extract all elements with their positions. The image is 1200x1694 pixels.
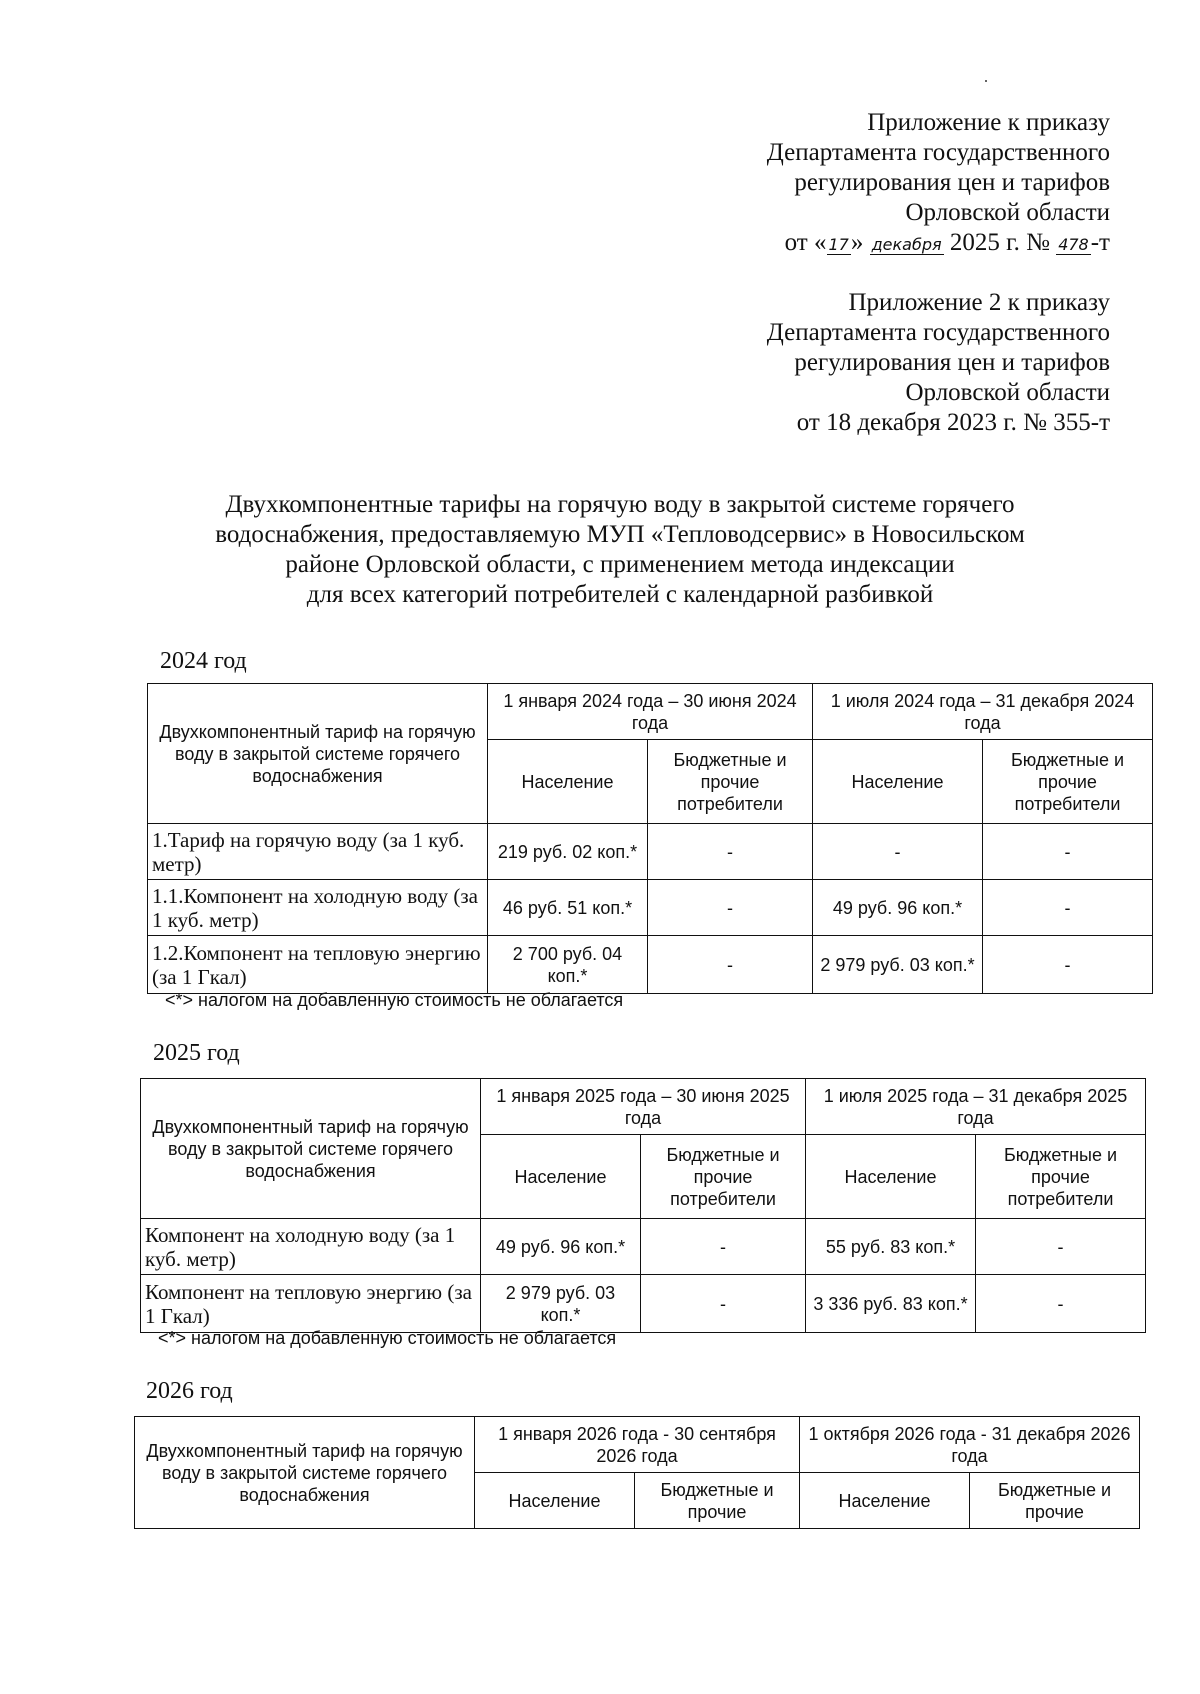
header-line: Департамента государственного	[766, 139, 1110, 166]
cell-value: -	[648, 880, 813, 936]
col-budget: Бюджетные и прочие потребители	[641, 1135, 806, 1219]
row-label: 1.1.Компонент на холодную воду (за 1 куб. метр)	[148, 880, 488, 936]
header-line: Орловской области	[905, 199, 1110, 226]
table-header-title: Двухкомпонентный тариф на горячую воду в закрытой системе горячего водоснабжения	[148, 684, 488, 824]
period-header: 1 июля 2024 года – 31 декабря 2024 года	[813, 684, 1153, 740]
cell-value: 2 979 руб. 03 коп.*	[813, 936, 983, 994]
cell-value: -	[648, 936, 813, 994]
col-budget: Бюджетные и прочие потребители	[983, 740, 1153, 824]
tariff-table-2026	[134, 1416, 1140, 1529]
table-row	[148, 880, 1153, 936]
scan-dot	[985, 80, 987, 82]
document-title	[150, 490, 1090, 610]
row-label: Компонент на тепловую энергию (за 1 Гкал)	[141, 1275, 481, 1333]
tariff-table-2024	[147, 683, 1153, 994]
row-label: 1.Тариф на горячую воду (за 1 куб. метр)	[148, 824, 488, 880]
cell-value: 46 руб. 51 коп.*	[488, 880, 648, 936]
appendix-header-current	[767, 108, 1110, 260]
header-line: Приложение к приказу	[867, 109, 1110, 136]
handwritten-month: декабря	[871, 235, 942, 254]
table-header-title: Двухкомпонентный тариф на горячую воду в закрытой системе горячего водоснабжения	[135, 1417, 475, 1529]
date-sep: »	[850, 229, 864, 256]
table-row	[141, 1275, 1146, 1333]
cell-value: -	[641, 1275, 806, 1333]
title-line: для всех категорий потребителей с календарной разбивкой	[306, 581, 934, 608]
col-population: Население	[488, 740, 648, 824]
year-label-2025: 2025 год	[153, 1040, 240, 1066]
header-line: от 18 декабря 2023 г. № 355-т	[796, 409, 1110, 436]
cell-value: 2 979 руб. 03 коп.*	[481, 1275, 641, 1333]
header-line: Департамента государственного	[766, 319, 1110, 346]
col-budget: Бюджетные и прочие потребители	[976, 1135, 1146, 1219]
appendix-header-original	[767, 288, 1110, 438]
col-budget: Бюджетные и прочие	[970, 1473, 1140, 1529]
cell-value: 3 336 руб. 83 коп.*	[806, 1275, 976, 1333]
table-header-title: Двухкомпонентный тариф на горячую воду в закрытой системе горячего водоснабжения	[141, 1079, 481, 1219]
handwritten-number: 478	[1058, 235, 1089, 254]
row-label: Компонент на холодную воду (за 1 куб. метр)	[141, 1219, 481, 1275]
cell-value: -	[983, 936, 1153, 994]
header-line: регулирования цен и тарифов	[794, 169, 1110, 196]
cell-value: -	[813, 824, 983, 880]
number-suffix: -т	[1090, 229, 1110, 256]
cell-value: -	[983, 880, 1153, 936]
table-row	[148, 936, 1153, 994]
date-prefix: от «	[784, 229, 827, 256]
cell-value: 49 руб. 96 коп.*	[481, 1219, 641, 1275]
cell-value: -	[976, 1219, 1146, 1275]
footnote-2024: <*> налогом на добавленную стоимость не облагается	[165, 990, 624, 1010]
col-population: Население	[800, 1473, 970, 1529]
col-population: Население	[806, 1135, 976, 1219]
year-label-2026: 2026 год	[146, 1378, 233, 1404]
table-row	[148, 824, 1153, 880]
cell-value: -	[648, 824, 813, 880]
col-population: Население	[813, 740, 983, 824]
handwritten-day: 17	[828, 235, 849, 254]
footnote-2025: <*> налогом на добавленную стоимость не облагается	[158, 1328, 617, 1348]
period-header: 1 января 2026 года - 30 сентября 2026 года	[475, 1417, 800, 1473]
order-date-line	[767, 228, 1110, 260]
col-budget: Бюджетные и прочие	[635, 1473, 800, 1529]
cell-value: -	[976, 1275, 1146, 1333]
year-label-2024: 2024 год	[160, 648, 247, 674]
cell-value: 49 руб. 96 коп.*	[813, 880, 983, 936]
cell-value: 55 руб. 83 коп.*	[806, 1219, 976, 1275]
row-label: 1.2.Компонент на тепловую энергию (за 1 Гкал)	[148, 936, 488, 994]
period-header: 1 октября 2026 года - 31 декабря 2026 года	[800, 1417, 1140, 1473]
col-population: Население	[475, 1473, 635, 1529]
year-text: 2025 г. №	[949, 229, 1050, 256]
cell-value: -	[983, 824, 1153, 880]
cell-value: 2 700 руб. 04 коп.*	[488, 936, 648, 994]
header-line: Орловской области	[905, 379, 1110, 406]
period-header: 1 января 2024 года – 30 июня 2024 года	[488, 684, 813, 740]
table-row	[141, 1219, 1146, 1275]
period-header: 1 января 2025 года – 30 июня 2025 года	[481, 1079, 806, 1135]
title-line: районе Орловской области, с применением метода индексации	[285, 551, 955, 578]
tariff-table-2025	[140, 1078, 1146, 1333]
header-line: регулирования цен и тарифов	[794, 349, 1110, 376]
title-line: водоснабжения, предоставляемую МУП «Тепловодсервис» в Новосильском	[215, 521, 1025, 548]
period-header: 1 июля 2025 года – 31 декабря 2025 года	[806, 1079, 1146, 1135]
title-line: Двухкомпонентные тарифы на горячую воду в закрытой системе горячего	[225, 491, 1015, 518]
cell-value: -	[641, 1219, 806, 1275]
col-budget: Бюджетные и прочие потребители	[648, 740, 813, 824]
header-line: Приложение 2 к приказу	[848, 289, 1110, 316]
col-population: Население	[481, 1135, 641, 1219]
cell-value: 219 руб. 02 коп.*	[488, 824, 648, 880]
